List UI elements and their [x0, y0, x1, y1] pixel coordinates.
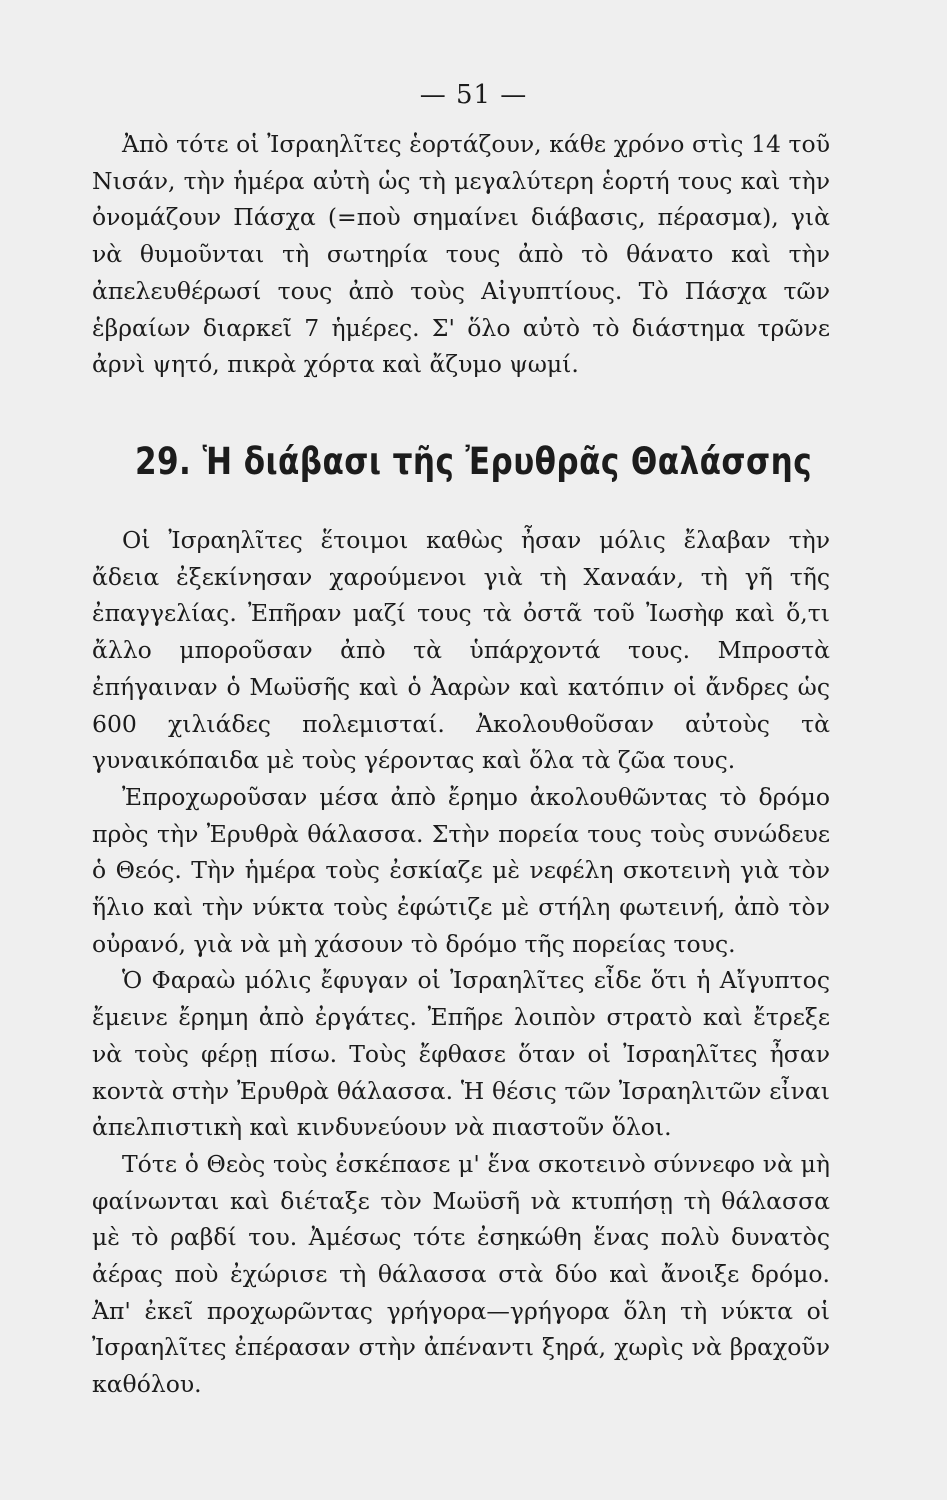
body-paragraph-2: Ἐπροχωροῦσαν μέσα ἀπὸ ἔρημο ἀκολουθῶντας τὸ δρόμο πρὸς τὴν Ἐρυθρὰ θάλασσα. Στὴν πορεία τους τοὺς συνώδευε ὁ Θεός. Τὴν ἡμέρα τοὺς ἐσκίαζε μὲ νεφέλη σκοτεινὴ γιὰ τὸν ἥλιο καὶ τὴν νύκτα τοὺς ἐφώτιζε μὲ στήλη φωτεινή, ἀπὸ τὸν οὐρανό, γιὰ νὰ μὴ χάσουν τὸ δρόμο τῆς πορείας τους. — [92, 782, 830, 958]
page-number: — 51 — — [419, 80, 528, 110]
section-heading: 29. Ἡ διάβασι τῆς Ἐρυθρᾶς Θαλάσσης — [134, 440, 813, 483]
body-paragraph-3: Ὁ Φαραὼ μόλις ἔφυγαν οἱ Ἰσραηλῖτες εἶδε ὅτι ἡ Αἴγυπτος ἔμεινε ἔρημη ἀπὸ ἐργάτες. Ἐπῆρε λοιπὸν στρατὸ καὶ ἔτρεξε νὰ τοὺς φέρῃ πίσω. Τοὺς ἔφθασε ὅταν οἱ Ἰσραηλῖτες ἦσαν κοντὰ στὴν Ἐρυθρὰ θάλασσα. Ἡ θέσις τῶν Ἰσραηλιτῶν εἶναι ἀπελπιστικὴ καὶ κινδυνεύουν νὰ πιαστοῦν ὅλοι. — [92, 966, 830, 1142]
body-paragraph-4: Τότε ὁ Θεὸς τοὺς ἐσκέπασε μ' ἕνα σκοτεινὸ σύννεφο νὰ μὴ φαίνωνται καὶ διέταξε τὸν Μωϋσῆ νὰ κτυπήσῃ τὴ θάλασσα μὲ τὸ ραβδί του. Ἀμέσως τότε ἐσηκώθη ἕνας πολὺ δυνατὸς ἀέρας ποὺ ἐχώρισε τὴ θάλασσα στὰ δύο καὶ ἄνοιξε δρόμο. Ἀπ' ἐκεῖ προχωρῶντας γρήγορα—γρήγορα ὅλη τὴ νύκτα οἱ Ἰσραηλῖτες ἐπέρασαν στὴν ἀπέναντι ξηρά, χωρὶς νὰ βραχοῦν καθόλου. — [92, 1149, 830, 1399]
intro-paragraph: Ἀπὸ τότε οἱ Ἰσραηλῖτες ἑορτάζουν, κάθε χρόνο στὶς 14 τοῦ Νισάν, τὴν ἡμέρα αὐτὴ ὡς τὴ μεγαλύτερη ἑορτή τους καὶ τὴν ὀνομάζουν Πάσχα (=ποὺ σημαίνει διάβασις, πέρασμα), γιὰ νὰ θυμοῦνται τὴ σωτηρία τους ἀπὸ τὸ θάνατο καὶ τὴν ἀπελευθέρωσί τους ἀπὸ τοὺς Αἰγυπτίους. Τὸ Πάσχα τῶν ἑβραίων διαρκεῖ 7 ἡμέρες. Σ' ὅλο αὐτὸ τὸ διάστημα τρῶνε ἀρνὶ ψητό, πικρὰ χόρτα καὶ ἄζυμο ψωμί. — [92, 130, 830, 379]
section-body — [92, 522, 830, 1403]
body-paragraph-1: Οἱ Ἰσραηλῖτες ἕτοιμοι καθὼς ἦσαν μόλις ἔλαβαν τὴν ἄδεια ἐξεκίνησαν χαρούμενοι γιὰ τὴ Χαναάν, τὴ γῆ τῆς ἐπαγγελίας. Ἐπῆραν μαζί τους τὰ ὀστᾶ τοῦ Ἰωσὴφ καὶ ὅ,τι ἄλλο μποροῦσαν ἀπὸ τὰ ὑπάρχοντά τους. Μπροστὰ ἐπήγαιναν ὁ Μωϋσῆς καὶ ὁ Ἀαρὼν καὶ κατόπιν οἱ ἄνδρες ὡς 600 χιλιάδες πολεμισταί. Ἀκολουθοῦσαν αὐτοὺς τὰ γυναικόπαιδα μὲ τοὺς γέροντας καὶ ὅλα τὰ ζῶα τους. — [92, 526, 830, 775]
intro-text — [92, 126, 830, 383]
